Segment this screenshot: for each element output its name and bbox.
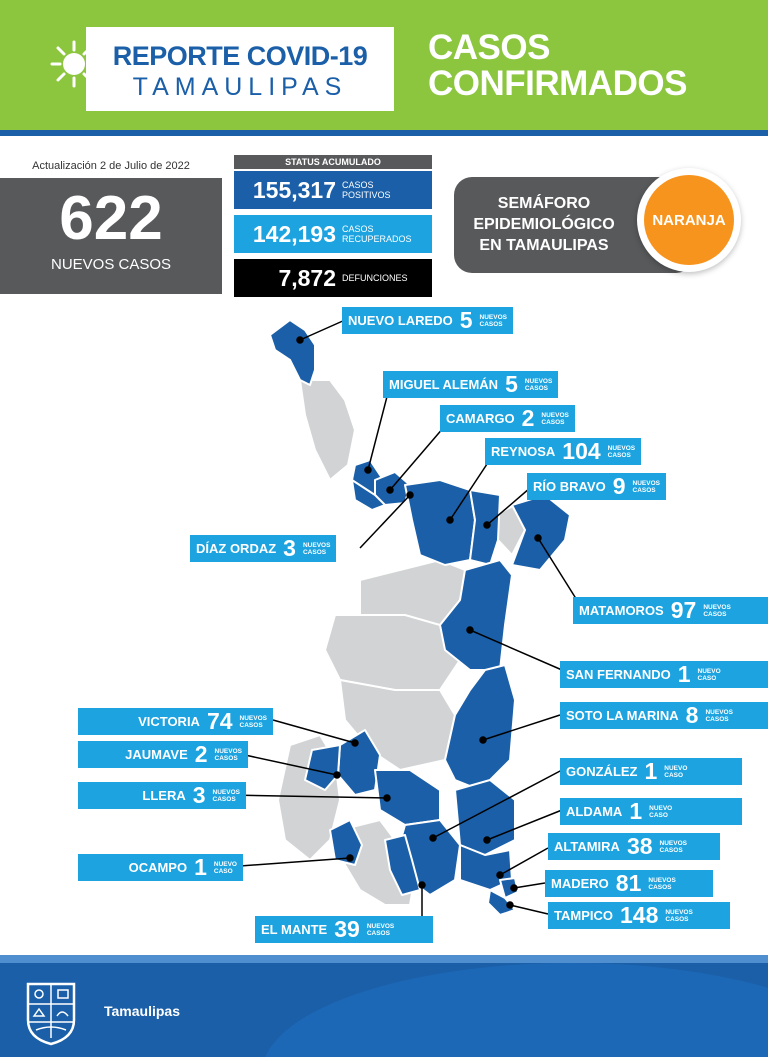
footer-stripe xyxy=(0,955,768,963)
label-camargo: CAMARGO 2 NUEVOS CASOS xyxy=(440,405,575,432)
label-nuevo-laredo: NUEVO LAREDO 5 NUEVOS CASOS xyxy=(342,307,513,334)
label-jaumave: JAUMAVE 2 NUEVOS CASOS xyxy=(78,741,248,768)
status-positivos: 155,317 CASOS POSITIVOS xyxy=(234,171,432,209)
label-victoria: VICTORIA 74 NUEVOS CASOS xyxy=(78,708,273,735)
label-madero: MADERO 81 NUEVOS CASOS xyxy=(545,870,713,897)
label-miguel-aleman: MIGUEL ALEMÁN 5 NUEVOS CASOS xyxy=(383,371,558,398)
report-subtitle: CASOS CONFIRMADOS xyxy=(428,28,687,103)
footer xyxy=(0,955,768,1057)
region-soto-la-marina xyxy=(445,665,515,790)
label-gonzalez: GONZÁLEZ 1 NUEVO CASO xyxy=(560,758,742,785)
label-altamira: ALTAMIRA 38 NUEVOS CASOS xyxy=(548,833,720,860)
status-header: STATUS ACUMULADO xyxy=(234,155,432,169)
report-title: REPORTE COVID-19 xyxy=(112,41,368,71)
region-gray-north xyxy=(300,380,355,480)
label-san-fernando: SAN FERNANDO 1 NUEVO CASO xyxy=(560,661,768,688)
region-nuevo-laredo xyxy=(270,320,315,385)
label-llera: LLERA 3 NUEVOS CASOS xyxy=(78,782,246,809)
status-recuperados: 142,193 CASOS RECUPERADOS xyxy=(234,215,432,253)
status-defunciones: 7,872 DEFUNCIONES xyxy=(234,259,432,297)
label-tampico: TAMPICO 148 NUEVOS CASOS xyxy=(548,902,730,929)
label-el-mante: EL MANTE 39 NUEVOS CASOS xyxy=(255,916,433,943)
update-date: Actualización 2 de Julio de 2022 xyxy=(32,160,190,172)
region-reynosa xyxy=(405,480,475,565)
label-rio-bravo: RÍO BRAVO 9 NUEVOS CASOS xyxy=(527,473,666,500)
label-ocampo: OCAMPO 1 NUEVO CASO xyxy=(78,854,243,881)
label-soto-la-marina: SOTO LA MARINA 8 NUEVOS CASOS xyxy=(560,702,768,729)
label-aldama: ALDAMA 1 NUEVO CASO xyxy=(560,798,742,825)
footer-decoration xyxy=(262,963,768,1057)
footer-state-name: Tamaulipas xyxy=(104,1003,180,1019)
report-state: TAMAULIPAS xyxy=(132,73,348,101)
state-seal-logo xyxy=(22,980,80,1046)
label-diaz-ordaz: DÍAZ ORDAZ 3 NUEVOS CASOS xyxy=(190,535,336,562)
semaforo-status: NARANJA xyxy=(644,175,734,265)
new-cases-label: NUEVOS CASOS xyxy=(50,256,172,273)
label-matamoros: MATAMOROS 97 NUEVOS CASOS xyxy=(573,597,768,624)
semaforo-label: SEMÁFORO EPIDEMIOLÓGICO EN TAMAULIPAS xyxy=(473,195,615,254)
region-aldama xyxy=(455,780,515,855)
new-cases-value: 622 xyxy=(59,184,163,253)
label-reynosa: REYNOSA 104 NUEVOS CASOS xyxy=(485,438,641,465)
